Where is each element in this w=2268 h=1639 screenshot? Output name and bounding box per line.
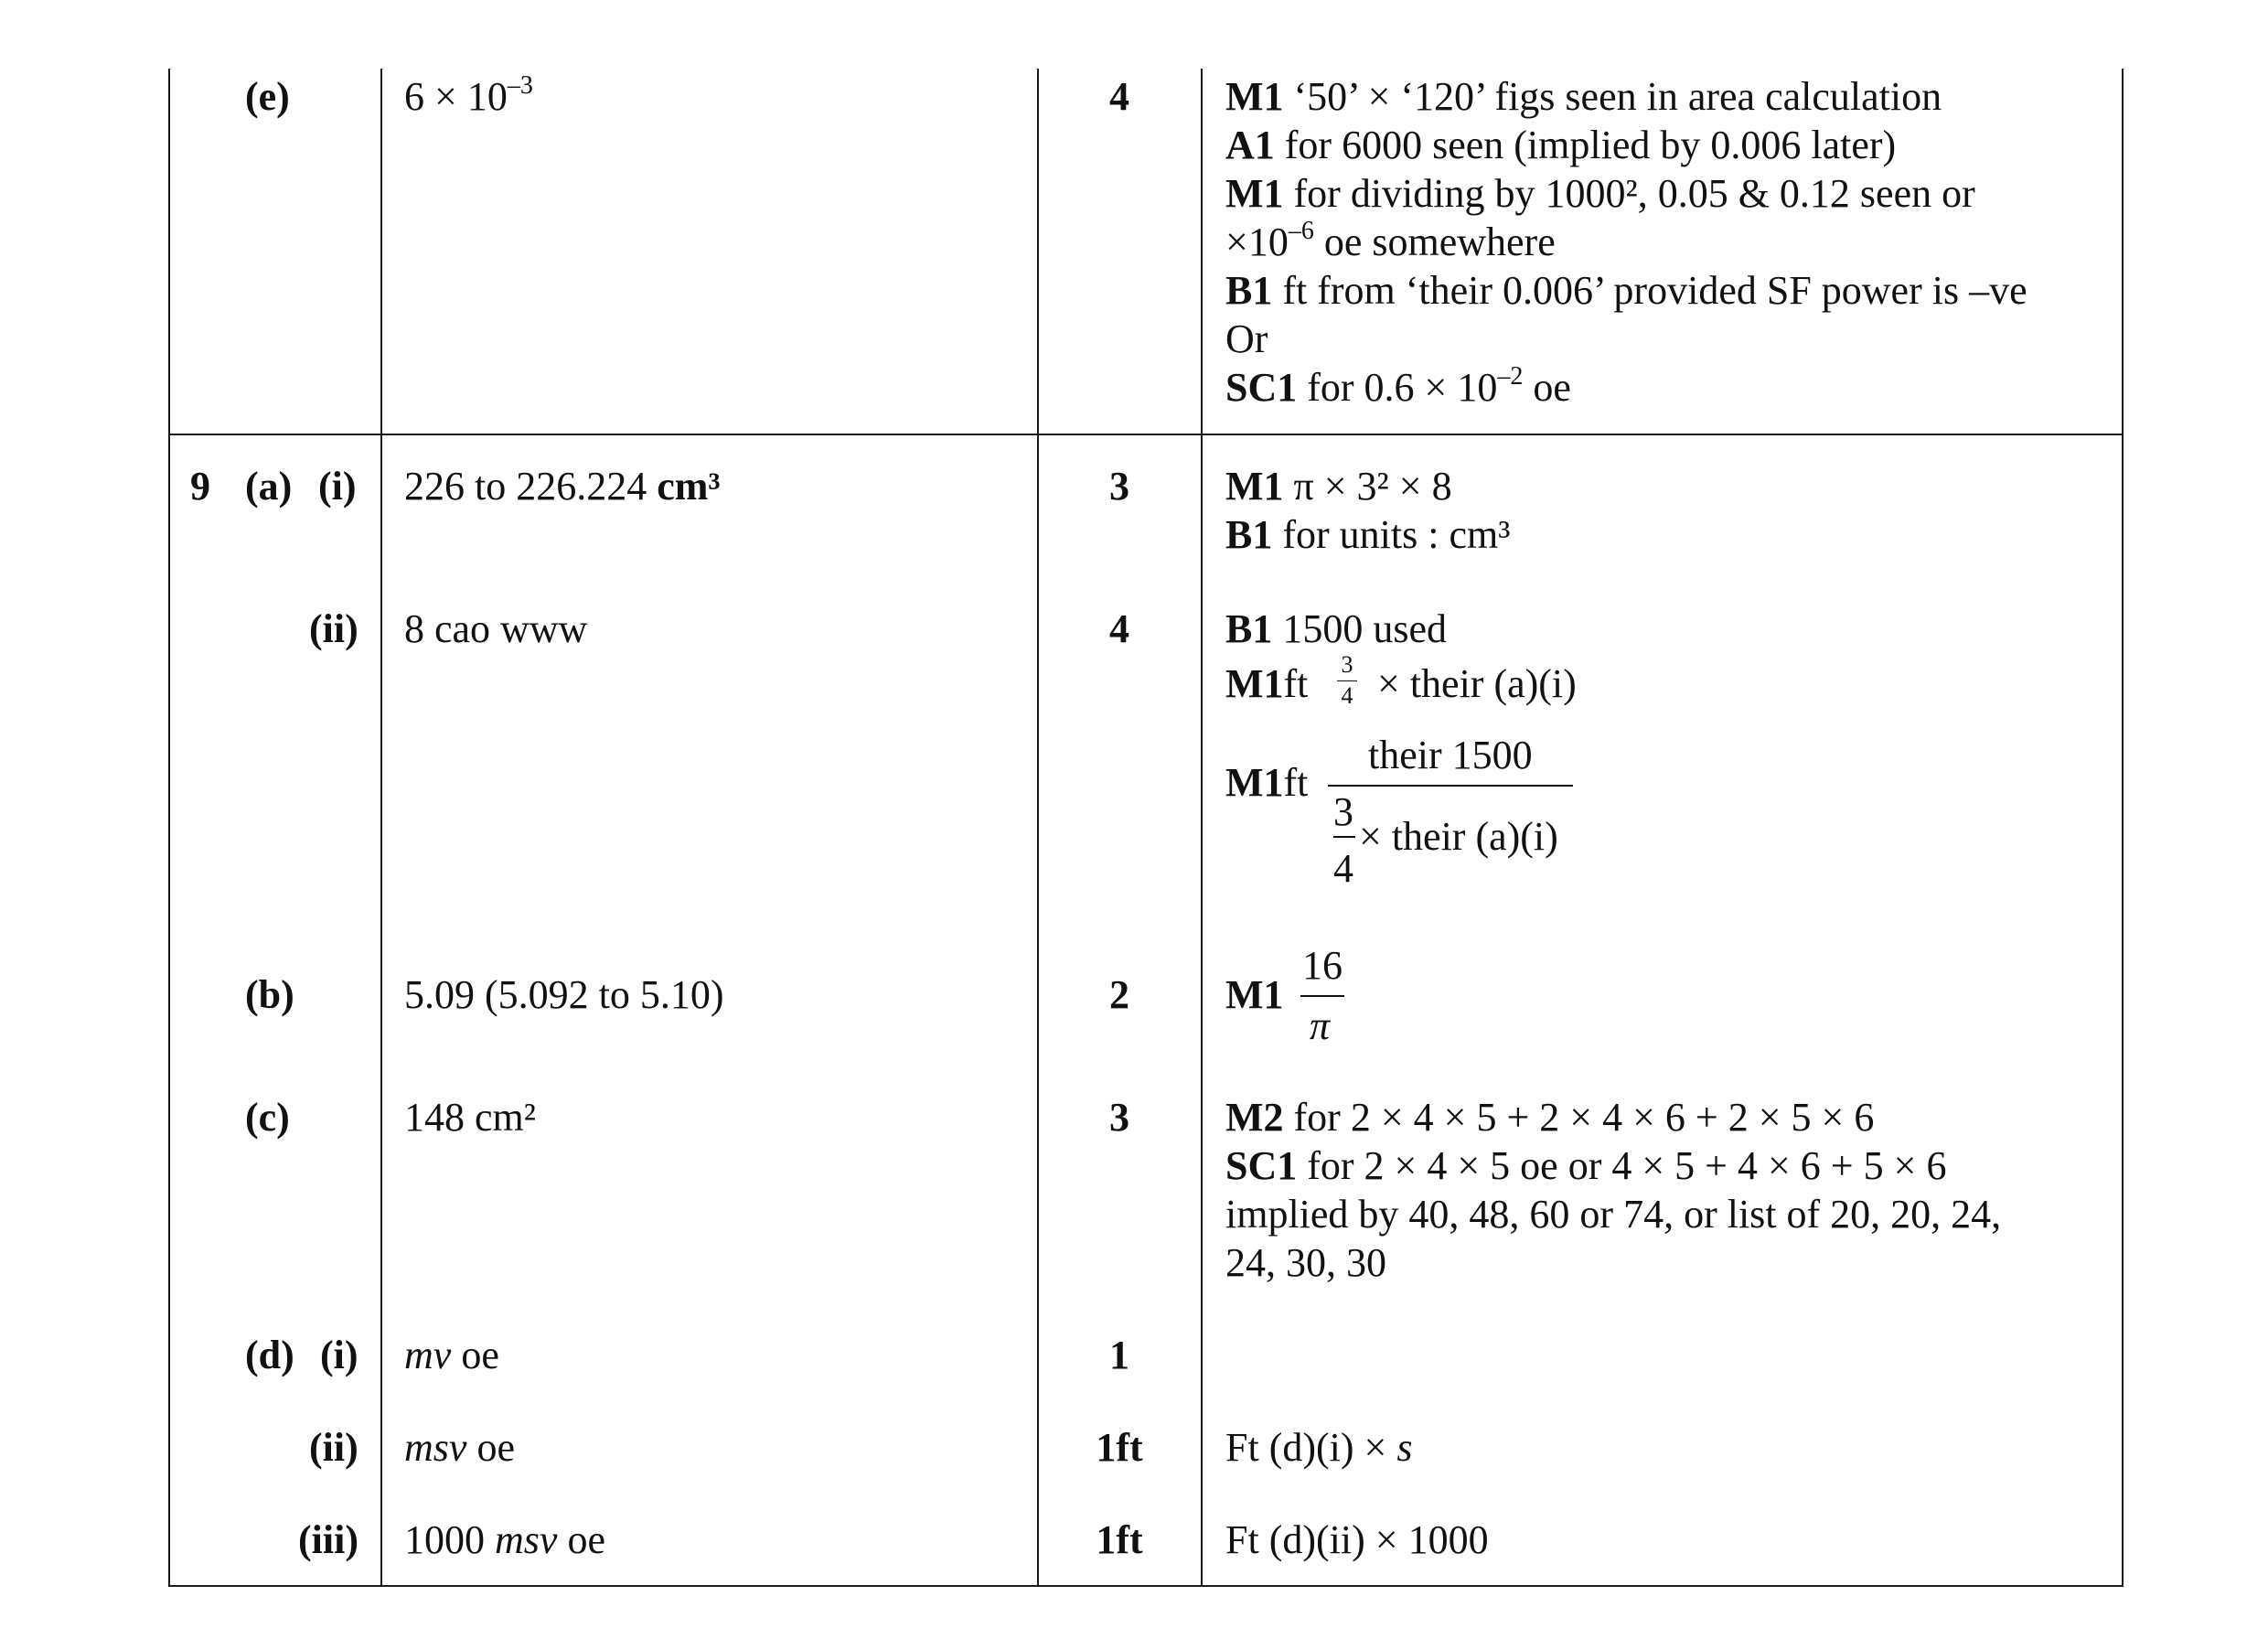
part-label-9a: (a) — [245, 464, 293, 509]
guidance-9c-line-1: M2 for 2 × 4 × 5 + 2 × 4 × 6 + 2 × 5 × 6 — [1225, 1095, 1875, 1140]
marks-9a-i: 3 — [1109, 464, 1129, 509]
question-number-9: 9 — [190, 464, 210, 509]
marks-9d-i: 1 — [1109, 1333, 1129, 1377]
denominator-their-ai: × their (a)(i) — [1359, 814, 1558, 859]
table-left-border — [168, 69, 170, 1587]
guidance-9c-line-2: SC1 for 2 × 4 × 5 oe or 4 × 5 + 4 × 6 + 5 × 6 — [1225, 1143, 1947, 1188]
guidance-e-line-7: SC1 for $0.6 \times 10^{-2}$ oe — [1225, 362, 1571, 410]
marks-9d-iii: 1ft — [1096, 1517, 1143, 1562]
answer-9b: 5.09 (5.092 to 5.10) — [404, 972, 724, 1017]
sub-label-9d-iii: (iii) — [298, 1517, 358, 1562]
part-label-9b: (b) — [245, 972, 294, 1017]
table-bottom-border — [168, 1585, 2124, 1587]
answer-9a-ii: 8 cao www — [404, 606, 588, 651]
guidance-9c-line-3: implied by 40, 48, 60 or 74, or list of 20, 20, 24, — [1225, 1192, 2002, 1237]
answer-e-exponent: –3 — [507, 71, 533, 100]
part-label-9d: (d) — [245, 1333, 294, 1377]
sub-label-9a-ii: (ii) — [309, 606, 358, 651]
small-fraction-numerator: 3 — [1341, 651, 1353, 678]
guidance-9a-ii-line-2: M1ft — [1225, 661, 1309, 706]
guidance-e-line-5: B1 ft from ‘their 0.006’ provided SF power is –ve — [1225, 268, 2027, 313]
part-label-9c: (c) — [245, 1095, 290, 1140]
denominator-fraction-bar — [1333, 836, 1355, 838]
marks-9d-ii: 1ft — [1096, 1425, 1143, 1470]
guidance-9b-numerator: 16 — [1302, 943, 1343, 988]
guidance-9d-ii: Ft (d)(i) × s — [1225, 1425, 1413, 1470]
guidance-9a-ii-line-3-tag: M1ft — [1225, 760, 1309, 805]
sub-label-9d-i: (i) — [320, 1333, 358, 1377]
guidance-e-line-3: M1 for dividing by 1000², 0.05 & 0.12 seen or — [1225, 171, 1975, 216]
fraction-main-bar — [1328, 785, 1573, 787]
answer-9a-i: 226 to 226.224 cm³ — [404, 464, 721, 509]
guidance-e-line-1: M1 ‘50’ × ‘120’ figs seen in area calculation — [1225, 74, 1942, 119]
answer-9d-i: mv oe — [404, 1333, 499, 1377]
sub-label-9d-ii: (ii) — [309, 1425, 358, 1470]
answer-9d-ii: msv oe — [404, 1425, 515, 1470]
guidance-9a-i-line-2: B1 for units : cm³ — [1225, 512, 1511, 557]
denominator-fraction-den: 4 — [1333, 846, 1353, 891]
fraction-numerator-their-1500: their 1500 — [1368, 733, 1533, 777]
marks-9c: 3 — [1109, 1095, 1129, 1140]
guidance-9b-tag: M1 — [1225, 972, 1284, 1017]
guidance-e-line-2: A1 for 6000 seen (implied by 0.006 later) — [1225, 123, 1897, 167]
answer-e-base: 6 × 10 — [404, 74, 508, 119]
marks-9a-ii: 4 — [1109, 606, 1129, 651]
row-divider-e-q9 — [168, 434, 2124, 435]
guidance-9c-line-4: 24, 30, 30 — [1225, 1240, 1386, 1285]
small-fraction-bar — [1337, 680, 1357, 681]
guidance-9d-iii: Ft (d)(ii) × 1000 — [1225, 1517, 1489, 1562]
small-fraction-denominator: 4 — [1341, 682, 1353, 709]
guidance-9b-fraction-bar — [1300, 995, 1344, 997]
column-divider-part-answer — [380, 69, 382, 1587]
guidance-e-line-4: $\times 10^{-6}$ oe somewhere — [1225, 217, 1556, 264]
guidance-9b-denominator: π — [1310, 1003, 1331, 1048]
marks-9b: 2 — [1109, 972, 1129, 1017]
answer-e — [404, 73, 533, 121]
marks-e: 4 — [1109, 74, 1129, 119]
denominator-fraction-num: 3 — [1333, 789, 1353, 834]
answer-9d-iii: 1000 msv oe — [404, 1517, 605, 1562]
sub-label-9a-i: (i) — [318, 464, 357, 509]
table-right-border — [2122, 69, 2124, 1587]
answer-9c: 148 cm² — [404, 1095, 536, 1140]
guidance-9a-i-line-1: M1 π × 3² × 8 — [1225, 464, 1452, 509]
guidance-9a-ii-line-2-tail: × their (a)(i) — [1377, 661, 1577, 706]
part-label-e: (e) — [245, 74, 290, 119]
guidance-9a-ii-line-1: B1 1500 used — [1225, 606, 1448, 651]
guidance-e-line-6: Or — [1225, 316, 1268, 361]
